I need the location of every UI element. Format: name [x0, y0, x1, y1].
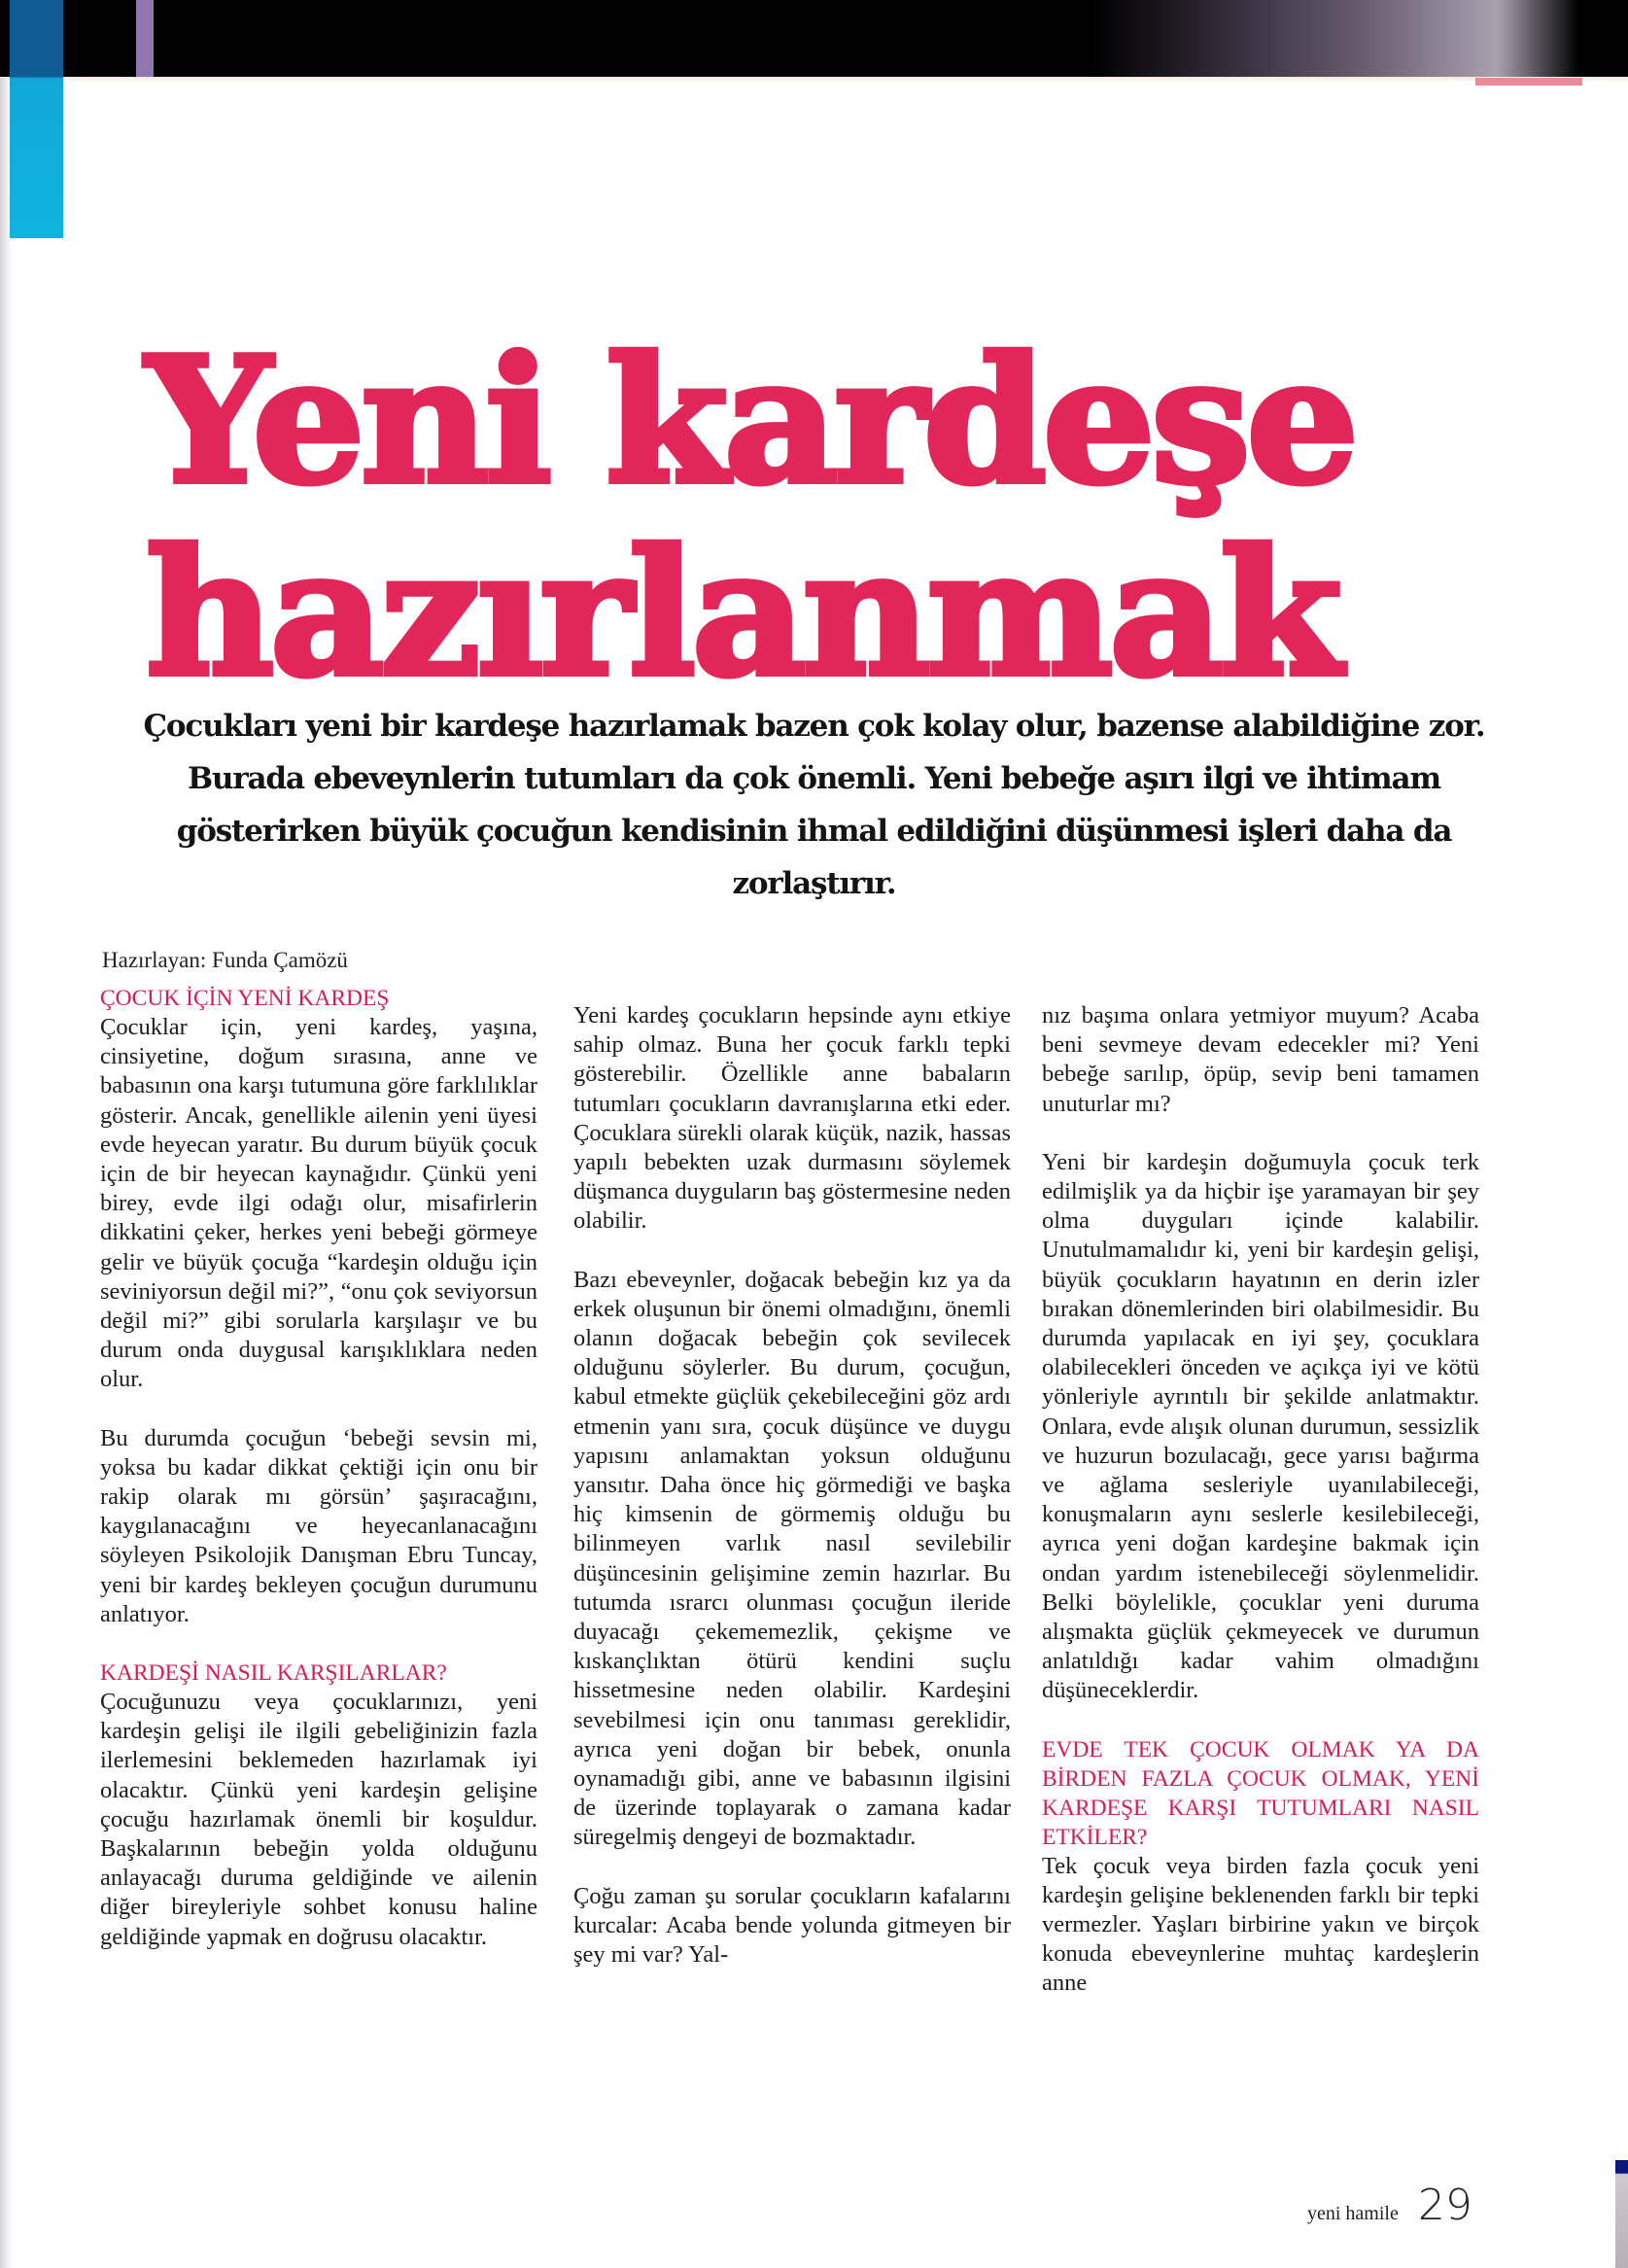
section-heading: EVDE TEK ÇOCUK OLMAK YA DA BİRDEN FAZLA ÇOCUK OLMAK, YENİ KARDEŞE KARŞI TUTUMLARI NASIL ETKİLER?: [1042, 1736, 1479, 1850]
paragraph: Bazı ebeveynler, doğacak bebeğin kız ya da erkek oluşunun bir önemi olmadığını, önemli olanın doğacak bebeğin çok sevilecek olduğunu söylerler. Bu durum, çocuğun, kabul etmekte güçlük çekebileceğini göz ardı etmenin yanı sıra, çocuk düşünce ve duygu yapısını anlamaktan yoksun olduğunu yansıtır. Daha önce hiç görmediği ve başka hiç kimsenin de görmemiş olduğu bu bilinmeyen varlık nasıl sevilebilir düşüncesinin gelişimine zemin hazırlar. Bu tutumda ısrarcı olunması çocuğun ileride duyacağı çekememezlik, çekişme ve kıskançlıktan ötürü kendini suçlu hissetmesine neden olabilir. Kardeşini sevebilmesi için onu tanıması gereklidir, ayrıca yeni doğan bir bebek, onunla oynamadığı gibi, anne ve babasının ilgisini de üzerinde toplayarak o zamana kadar süregelmiş dengeyi de bozmaktadır.: [573, 1266, 1011, 1851]
paragraph: Tek çocuk veya birden fazla çocuk yeni kardeşin gelişine beklenenden farklı bir tepki vermezler. Yaşları birbirine yakın ve birçok konuda ebeveynlerine muhtaç kardeşlerin anne: [1042, 1852, 1479, 1997]
byline: Hazırlayan: Funda Çamözü: [102, 948, 348, 972]
page-top-red-mark: [1475, 78, 1582, 86]
paragraph: nız başıma onlara yetmiyor muyum? Acaba beni sevmeye devam edecekler mi? Yeni bebeğe sarılıp, öpüp, sevip beni tamamen unuturlar mı?: [1042, 1002, 1479, 1117]
article-title: [146, 319, 1484, 715]
paragraph: Bu durumda çocuğun ‘bebeği sevsin mi, yoksa bu kadar dikkat çektiği için onu bir rakip olarak mı görsün’ şaşıracağını, kaygılanacağını ve heyecanlanacağını söyleyen Psikolojik Danışman Ebru Tuncay, yeni bir kardeş bekleyen çocuğun durumunu anlatıyor.: [100, 1424, 537, 1627]
page-left-shadow: [0, 78, 12, 2268]
blue-index-tab: [10, 0, 63, 238]
article-column-3: [1042, 1001, 1479, 2028]
paragraph: Yeni kardeş çocukların hepsinde aynı etkiye sahip olmaz. Buna her çocuk farklı tepki gösterebilir. Özellikle anne babaların tutumları çocukların davranışlarına etki eder. Çocuklara sürekli olarak küçük, nazik, hassas yapılı bebekten uzak durmasını söylemek düşmanca duyguların baş göstermesine neden olabilir.: [573, 1002, 1011, 1235]
page-top-edge: [0, 77, 1628, 83]
article-lead: Çocukları yeni bir kardeşe hazırlamak bazen çok kolay olur, bazense alabildiğine zor. Burada ebeveynlerin tutumları da çok önemli. Yeni bebeğe aşırı ilgi ve ihtimam gösterirken büyük çocuğun kendisinin ihmal edildiğini düşünmesi işleri daha da zorlaştırır.: [143, 709, 1485, 901]
magazine-name: yeni hamile: [1307, 2203, 1399, 2224]
title-line-1: Yeni kardeşe: [146, 319, 1355, 523]
paragraph: Çocuklar için, yeni kardeş, yaşına, cinsiyetine, doğum sırasına, anne ve babasının ona karşı tutumuna göre farklılıklar gösterir. Ancak, genellikle ailenin yeni üyesi evde heyecan yaratır. Bu durum büyük çocuk için de bir heyecan kaynağıdır. Çünkü yeni birey, evde ilgi odağı olur, misafirlerin dikkatini çeker, herkes yeni bebeği görmeye gelir ve büyük çocuğa “kardeşin olduğu için seviniyorsun değil mi?”, “onu çok seviyorsun değil mi?” gibi sorularla karşılaşır ve bu durum onda duygusal karışıklıklara neden olur.: [100, 1014, 537, 1393]
page-footer: [1307, 2181, 1472, 2230]
scan-right-strip: [1615, 2160, 1628, 2268]
paragraph: Yeni bir kardeşin doğumuyla çocuk terk edilmişlik ya da hiçbir işe yaramayan bir şey olma duyguları içinde kalabilir. Unutulmamalıdır ki, yeni bir kardeşin gelişi, büyük çocukların hayatının en derin izler bırakan dönemlerinden biri olabilmesidir. Bu durumda yapılacak en iyi şey, çocuklara olabilecekleri önceden ve açıkça iyi ve kötü yönleriyle ayrıntılı bir şekilde anlatmaktır. Onlara, evde alışık olunan durumun, sessizlik ve huzurun bozulacağı, gece yarısı bağırma ve ağlama sesleriyle uyanılabileceği, konuşmaların aynı seslerle kesilebileceği, ayrıca yeni doğan kardeşine bakmak için ondan yardım istenebileceği söylenmelidir. Belki böylelikle, çocuklar yeni duruma alışmakta güçlük çekmeyecek ve durumun anlatıldığı kadar vahim olmadığını düşüneceklerdir.: [1042, 1148, 1479, 1704]
paragraph: Çocuğunuzu veya çocuklarınızı, yeni kardeşin gelişi ile ilgili gebeliğinizin fazla ilerlemesini beklemeden hazırlamak iyi olacaktır. Çünkü yeni kardeşin gelişine çocuğu hazırlamak önemli bir koşuldur. Başkalarının bebeğin yolda olduğunu anlayacağı duruma geldiğinde ve ailenin diğer bireyleriyle sohbet konusu haline geldiğinde yapmak en doğrusu olacaktır.: [100, 1689, 537, 1950]
section-heading: KARDEŞİ NASIL KARŞILARLAR?: [100, 1660, 447, 1687]
section-heading: ÇOCUK İÇİN YENİ KARDEŞ: [100, 986, 390, 1011]
scan-border-top: [0, 0, 1628, 78]
scan-purple-mark: [136, 0, 154, 78]
page-number: 29: [1417, 2181, 1472, 2230]
paragraph: Çoğu zaman şu sorular çocukların kafalarını kurcalar: Acaba bende yolunda gitmeyen bir şey mi var? Yal-: [573, 1882, 1011, 1969]
article-column-2: [573, 1001, 1011, 1999]
title-line-2: hazırlanmak: [146, 511, 1338, 715]
article-column-1: [100, 984, 537, 1981]
